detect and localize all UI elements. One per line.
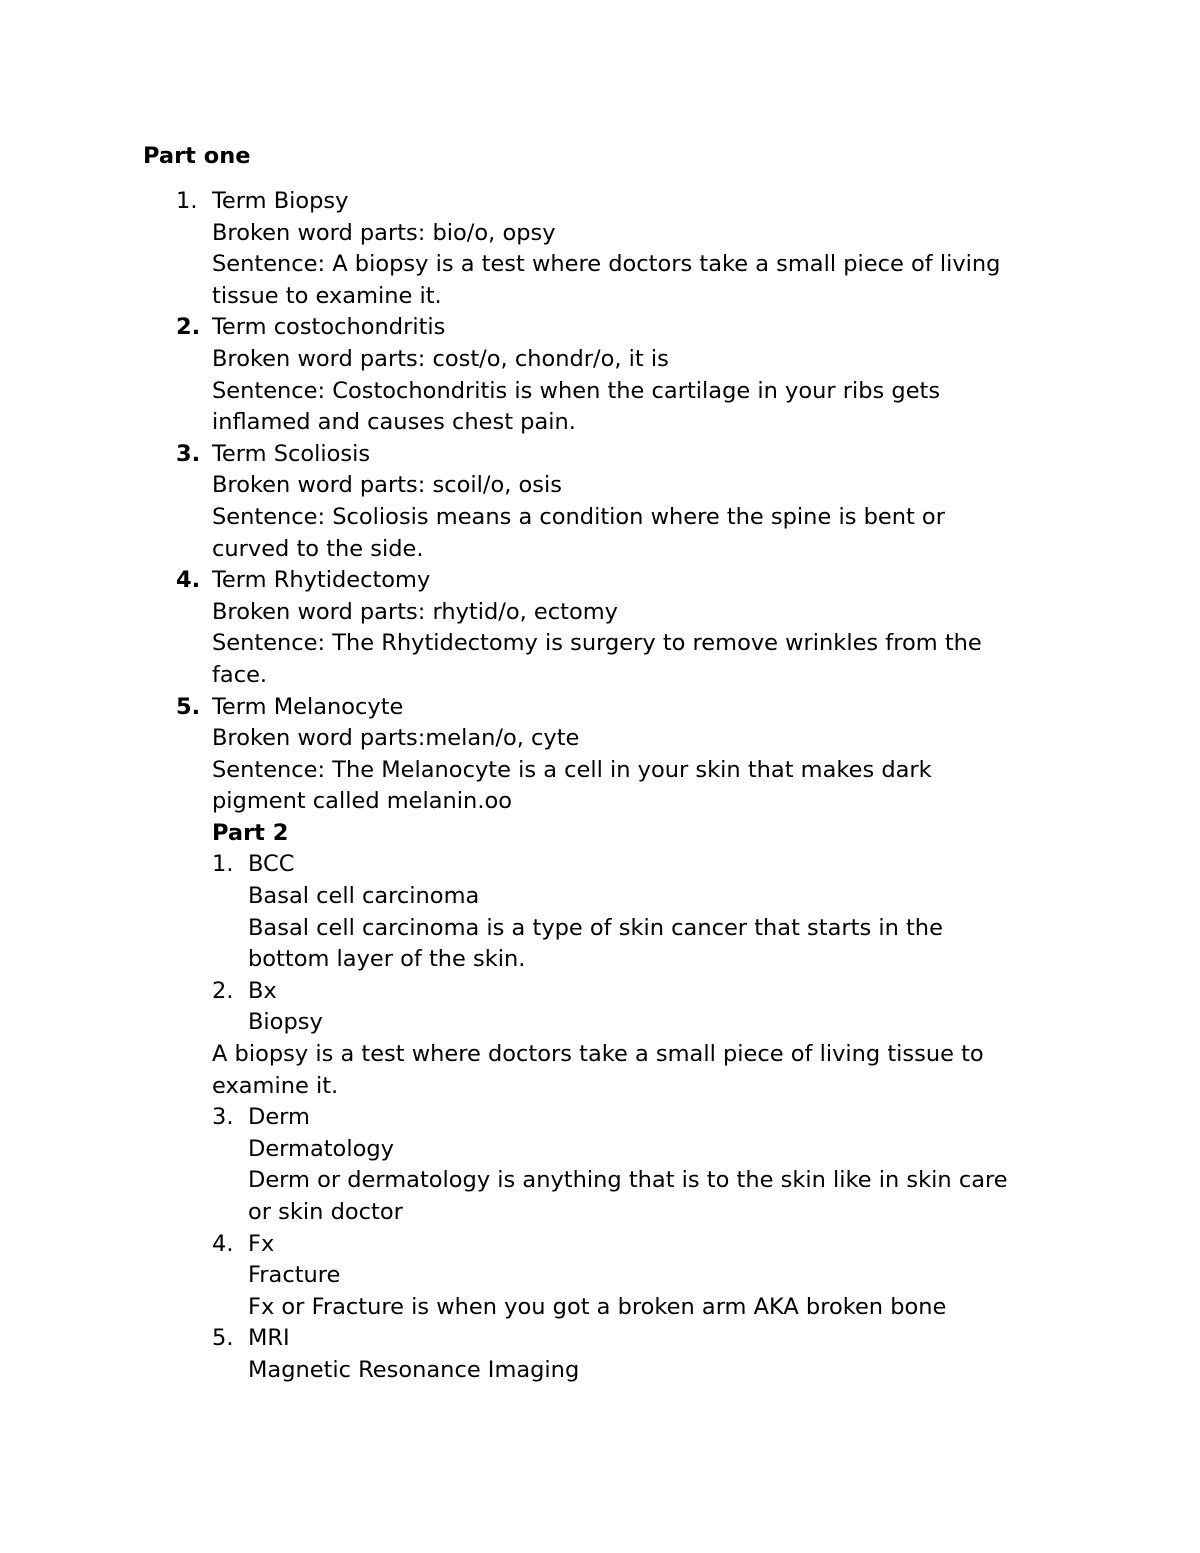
list-item — [0, 976, 1200, 1039]
abbreviation: MRI — [248, 1325, 290, 1352]
full-term: Fracture — [248, 1262, 341, 1289]
sentence-line: Sentence: Scoliosis means a condition where the spine is bent or — [212, 503, 945, 530]
list-number: 2. — [212, 977, 234, 1004]
list-number: 5. — [176, 693, 201, 720]
term-line: Term costochondritis — [212, 314, 446, 341]
list-item — [0, 439, 1200, 565]
term-line: Term Scoliosis — [212, 440, 371, 467]
full-term: Magnetic Resonance Imaging — [248, 1356, 580, 1383]
list-number: 1. — [176, 188, 198, 214]
list-number: 2. — [176, 314, 201, 341]
list-number: 4. — [176, 567, 201, 594]
word-parts-line: Broken word parts: cost/o, chondr/o, it is — [212, 345, 669, 372]
full-term: Basal cell carcinoma — [248, 883, 480, 910]
description-line: Fx or Fracture is when you got a broken arm AKA broken bone — [248, 1293, 947, 1320]
list-item — [0, 1102, 1200, 1228]
list-item — [0, 186, 1200, 312]
list-item — [0, 1323, 1200, 1386]
list-item — [0, 1229, 1200, 1324]
description-line: bottom layer of the skin. — [248, 946, 526, 973]
part-one-list — [0, 186, 1200, 1387]
word-parts-line: Broken word parts: rhytid/o, ectomy — [212, 598, 618, 625]
term-line: Term Biopsy — [212, 188, 349, 214]
list-number: 3. — [212, 1104, 234, 1131]
description-line: Derm or dermatology is anything that is to the skin like in skin care — [248, 1167, 1008, 1194]
abbreviation: BCC — [248, 851, 295, 878]
full-term: Dermatology — [248, 1135, 394, 1162]
sentence-line: Sentence: The Rhytidectomy is surgery to remove wrinkles from the — [212, 630, 982, 657]
sentence-line: inflamed and causes chest pain. — [212, 409, 576, 436]
abbreviation: Fx — [248, 1230, 275, 1257]
sentence-line: curved to the side. — [212, 535, 424, 562]
description-line: Basal cell carcinoma is a type of skin cancer that starts in the — [248, 914, 943, 941]
description-line: examine it. — [212, 1072, 339, 1099]
list-number: 3. — [176, 440, 201, 467]
abbreviation: Derm — [248, 1104, 310, 1131]
part-two-heading: Part 2 — [212, 819, 289, 846]
sentence-line: Sentence: The Melanocyte is a cell in your skin that makes dark — [212, 756, 932, 783]
description-line: or skin doctor — [248, 1199, 403, 1225]
word-parts-line: Broken word parts: scoil/o, osis — [212, 472, 562, 499]
description-line: A biopsy is a test where doctors take a small piece of living tissue to — [212, 1041, 984, 1068]
sentence-line: Sentence: A biopsy is a test where doctors take a small piece of living — [212, 251, 1001, 278]
list-number: 1. — [212, 851, 234, 878]
term-line: Term Melanocyte — [212, 693, 404, 720]
sentence-line: tissue to examine it. — [212, 282, 442, 309]
list-number: 4. — [212, 1230, 234, 1257]
sentence-line: face. — [212, 661, 268, 688]
list-item — [0, 565, 1200, 691]
term-line: Term Rhytidectomy — [212, 567, 431, 594]
word-parts-line: Broken word parts:melan/o, cyte — [212, 725, 580, 752]
list-item — [0, 312, 1200, 438]
list-item — [0, 692, 1200, 818]
word-parts-line: Broken word parts: bio/o, opsy — [212, 219, 556, 246]
part-two-list — [0, 849, 1200, 1386]
sentence-line: Sentence: Costochondritis is when the cartilage in your ribs gets — [212, 377, 941, 404]
full-term: Biopsy — [248, 1009, 323, 1036]
list-number: 5. — [212, 1325, 234, 1352]
abbreviation: Bx — [248, 977, 277, 1004]
list-item — [0, 849, 1200, 975]
sentence-line: pigment called melanin.oo — [212, 788, 513, 815]
part-one-heading: Part one — [143, 143, 251, 169]
